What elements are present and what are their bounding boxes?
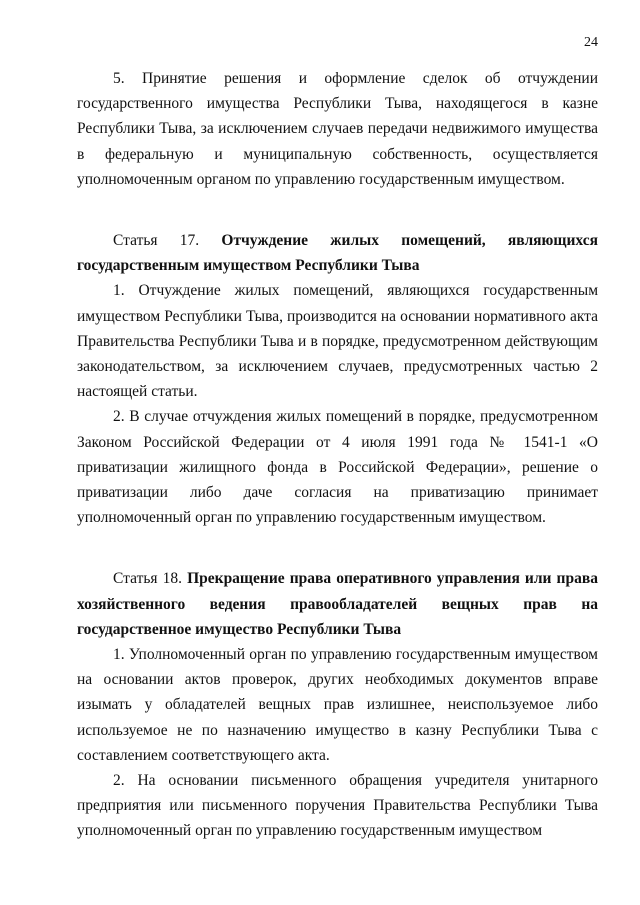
page-number: 24 <box>584 35 598 50</box>
article-18-heading <box>77 566 598 642</box>
article-18-title: Прекращение права оперативного управления или права хозяйственного ведения правообладателей вещных прав на государственное имущество Республики Тыва <box>77 570 598 638</box>
spacer <box>77 530 598 566</box>
spacer <box>77 192 598 228</box>
document-body <box>77 66 598 844</box>
article-17-title: Отчуждение жилых помещений, являющихся государственным имуществом Республики Тыва <box>77 232 598 275</box>
article-18-paragraph-2: 2. На основании письменного обращения учредителя унитарного предприятия или письменного поручения Правительства Республики Тыва уполномоченный орган по управлению государственным имуществом <box>77 772 598 840</box>
article-17-number: Статья 17. <box>113 232 200 250</box>
article-17-paragraph-2: 2. В случае отчуждения жилых помещений в порядке, предусмотренном Законом Российской Федерации от 4 июля 1991 года № 1541-1 «О приватизации жилищного фонда в Российской Федерации», решение о приватизации либо даче согласия на приватизацию принимает уполномоченный орган по управлению государственным имуществом. <box>77 408 598 527</box>
article-17-paragraph-1: 1. Отчуждение жилых помещений, являющихся государственным имуществом Республики Тыва, производится на основании нормативного акта Правительства Республики Тыва и в порядке, предусмотренном действующим законодательством, за исключением случаев, предусмотренных частью 2 настоящей статьи. <box>77 282 598 401</box>
paragraph-5: 5. Принятие решения и оформление сделок об отчуждении государственного имущества Республики Тыва, находящегося в казне Республики Тыва, за исключением случаев передачи недвижимого имущества в федеральную и муниципальную собственность, осуществляется уполномоченным органом по управлению государственным имуществом. <box>77 70 598 188</box>
article-17-heading <box>77 228 598 278</box>
article-18-number: Статья 18. <box>113 570 182 588</box>
article-18-paragraph-1: 1. Уполномоченный орган по управлению государственным имуществом на основании актов проверок, других необходимых документов вправе изымать у обладателей вещных прав излишнее, неиспользуемое либо используемое не по назначению имущество в казну Республики Тыва с составлением соответствующего акта. <box>77 646 598 764</box>
